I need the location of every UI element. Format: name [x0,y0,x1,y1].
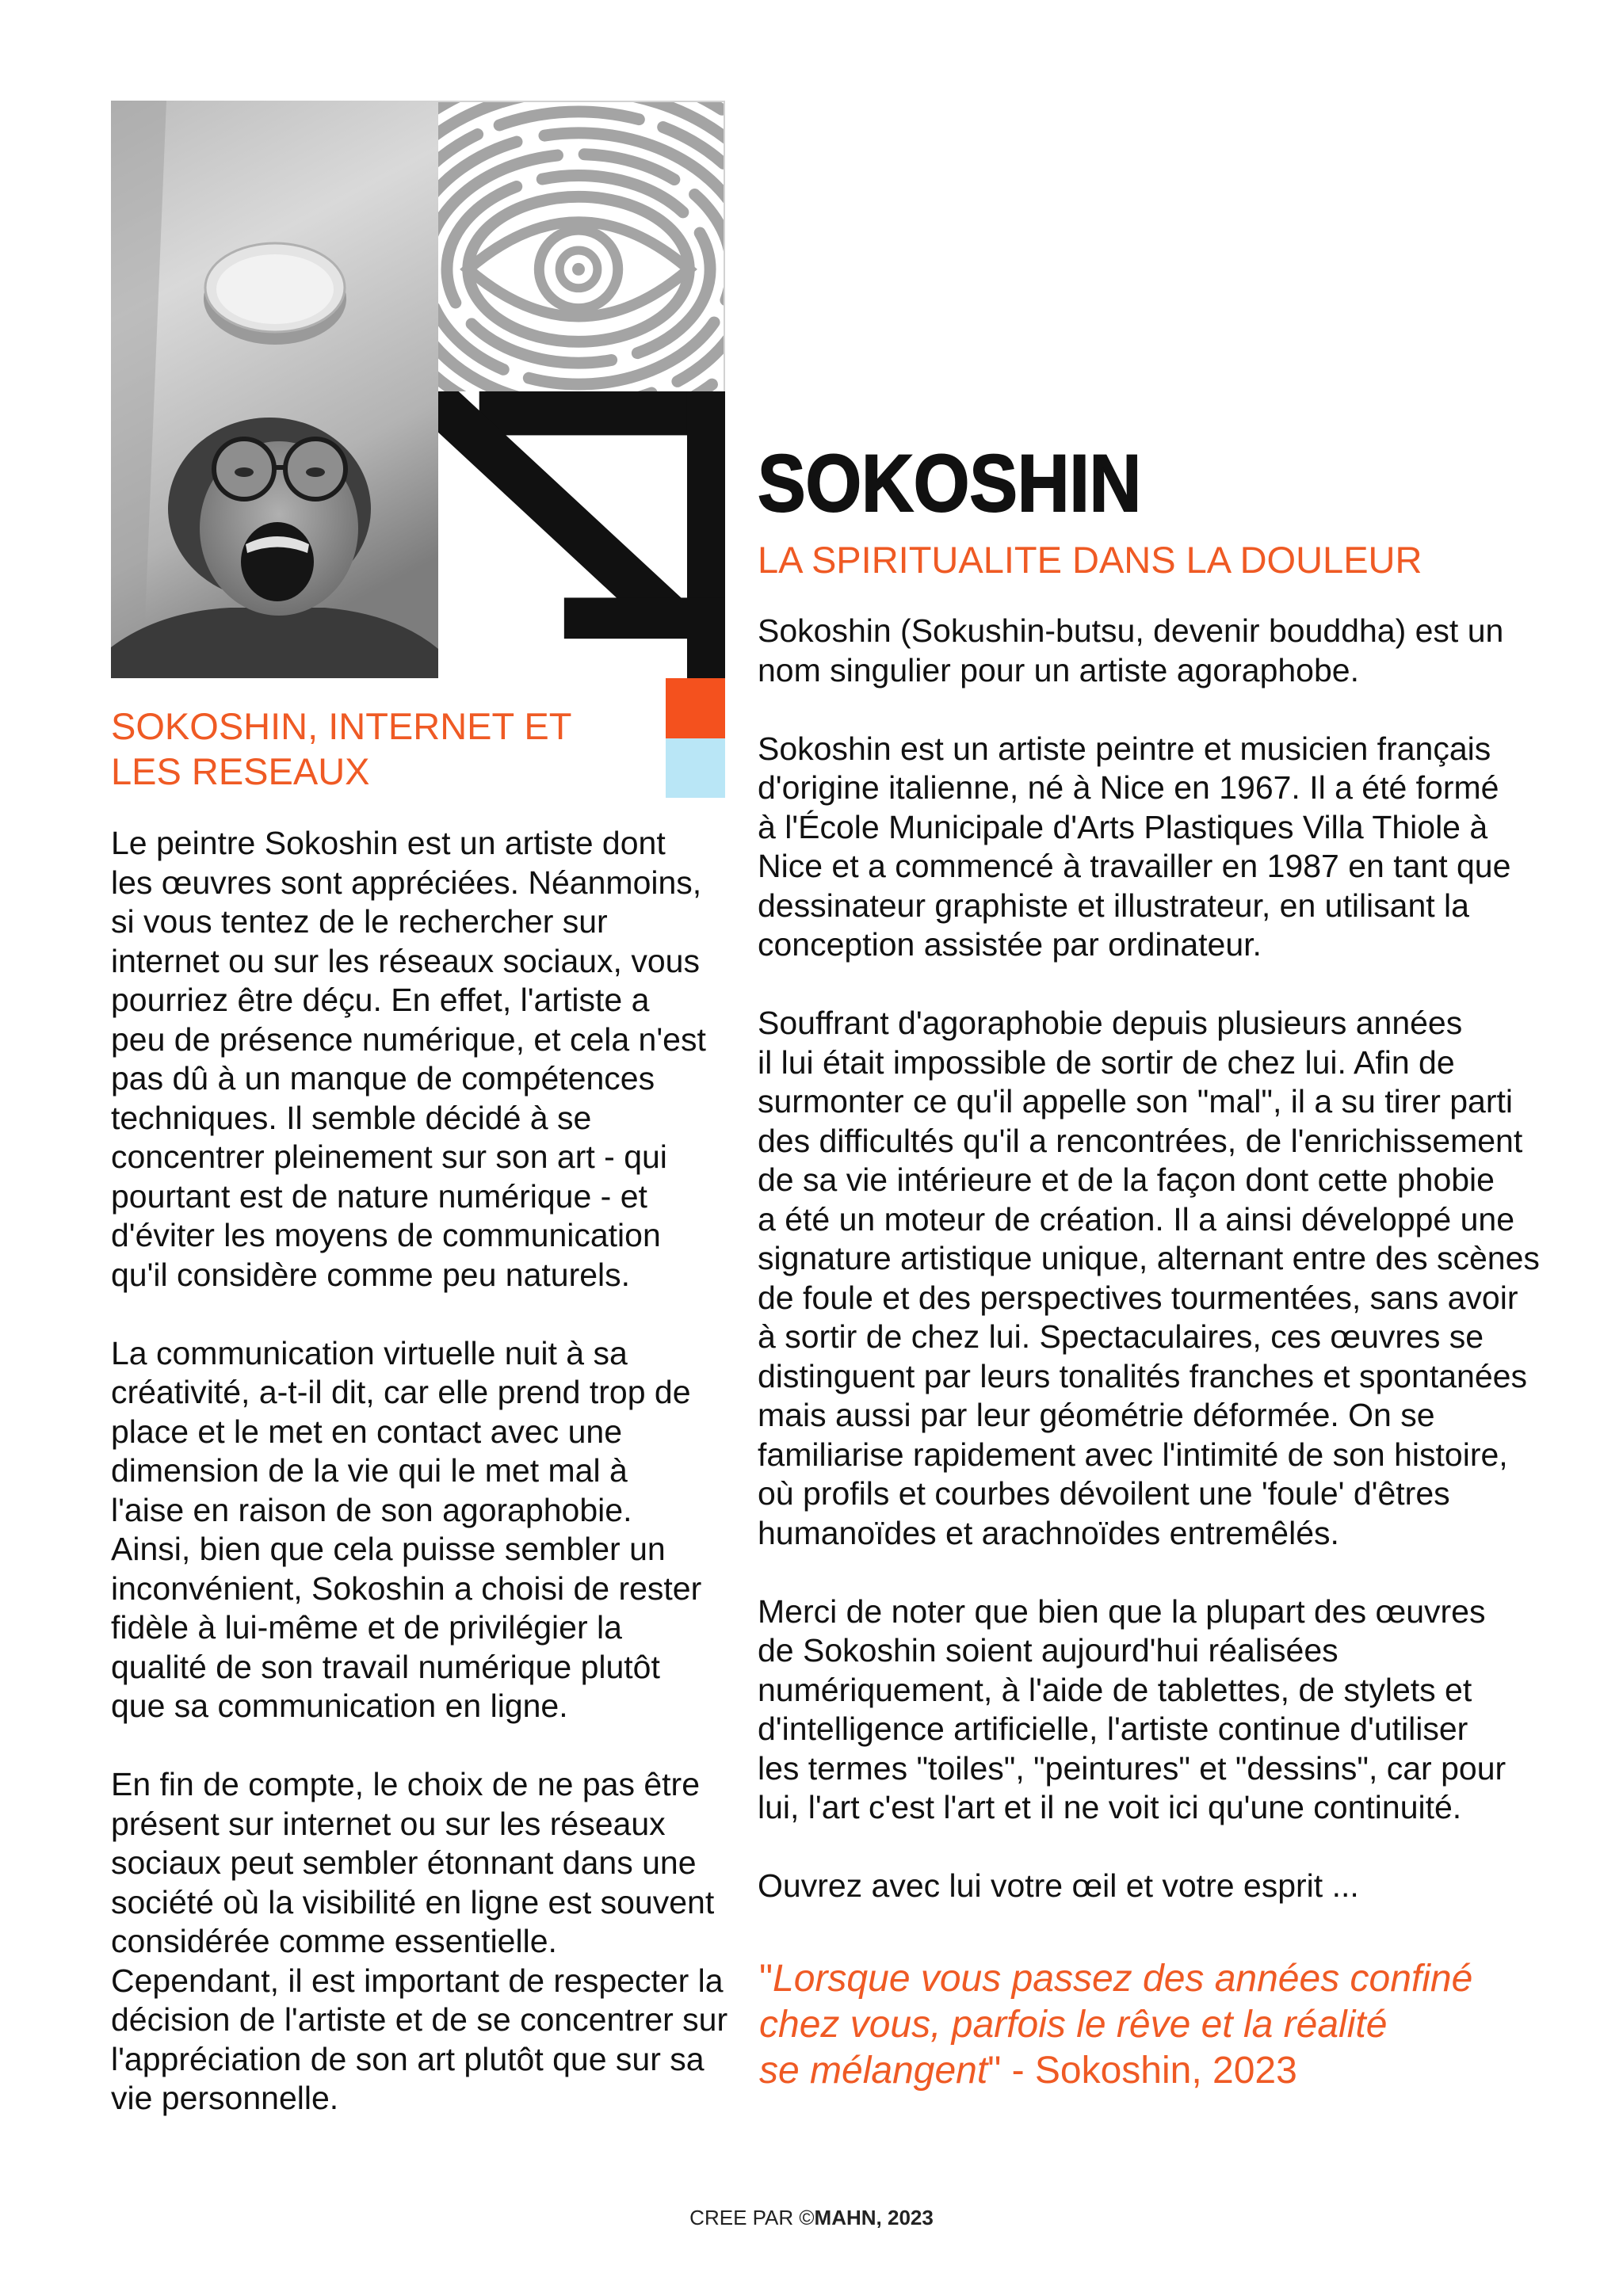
eye-pupil [572,263,585,276]
right-paragraph: Ouvrez avec lui votre œil et votre esprit ... [758,1867,1359,1904]
right-paragraph: Merci de noter que bien que la plupart des œuvres de Sokoshin soient aujourd'hui réalisées numériquement, à l'aide de tablettes, de stylets et d'intelligence artificielle, l'artiste continue d'utiliser les termes "toiles", "peintures" et "dessins", car pour lui, l'art c'est l'art et il ne voit ici qu'une continuité. [758,1592,1507,1825]
credit-prefix: CREE PAR © [689,2206,815,2229]
left-paragraph: Le peintre Sokoshin est un artiste dont les œuvres sont appréciées. Néanmoins, si vous tentez de le rechercher sur internet ou sur les réseaux sociaux, vous pourriez être déçu. En effet, l'artiste a peu de présence numérique, et cela n'est pas dû à un manque de compétences techniques. Il semble décidé à se concentrer pleinement sur son art - qui pourtant est de nature numérique - et d'éviter les moyens de communication qu'il considère comme peu naturels. [111,825,706,1293]
quote-open-mark: " [759,1958,773,2000]
arrow-down-right-icon [438,391,725,678]
orange-accent-square [666,678,725,738]
quote-text: Lorsque vous passez des années confiné chez vous, parfois le rêve et la réalité se mélangent [759,1958,1473,2092]
right-paragraph: Souffrant d'agoraphobie depuis plusieurs années il lui était impossible de sortir de chez lui. Afin de surmonter ce qu'il appelle son "mal", il a su tirer parti des difficultés qu'il a rencontrées, de l'enrichissement de sa vie intérieure et de la façon dont cette phobie a été un moteur de création. Il a ainsi développé une signature artistique unique, alternant entre des scènes de foule et des perspectives tourmentées, sans avoir à sortir de chez lui. Spectaculaires, ces œuvres se distinguent par leurs tonalités franches et spontanées mais aussi par leur géométrie déformée. On se familiarise rapidement avec l'intimité de son histoire, où profils et courbes dévoilent une 'foule' d'êtres humanoïdes et arachnoïdes entremêlés. [758,1005,1540,1551]
pull-quote [759,1956,1472,2094]
left-column-body [111,824,727,2119]
right-paragraph: Sokoshin est un artiste peintre et musicien français d'origine italienne, né à Nice en 1967. Il a été formé à l'École Municipale d'Arts Plastiques Villa Thiole à Nice et a commencé à travailler en 1987 en tant que dessinateur graphiste et illustrateur, en utilisant la conception assistée par ordinateur. [758,730,1511,963]
article-subtitle: LA SPIRITUALITE DANS LA DOULEUR [758,539,1423,581]
section-heading: SOKOSHIN, INTERNET ET LES RESEAUX [111,705,572,792]
footer-credit [0,2206,1623,2229]
right-paragraph: Sokoshin (Sokushin-butsu, devenir bouddha) est un nom singulier pour un artiste agoraphobe. [758,612,1504,688]
article-title: SOKOSHIN [758,438,1142,528]
quote-attribution: " - Sokoshin, 2023 [987,2050,1297,2092]
blue-accent-square [666,738,725,798]
credit-name: MAHN, 2023 [814,2206,934,2229]
left-paragraph: En fin de compte, le choix de ne pas être présent sur internet ou sur les réseaux sociaux peut sembler étonnant dans une société où la visibilité en ligne est souvent considérée comme essentielle. Cependant, il est important de respecter la décision de l'artiste et de se concentrer sur l'appréciation de son art plutôt que sur sa vie personnelle. [111,1766,728,2116]
left-paragraph: La communication virtuelle nuit à sa créativité, a-t-il dit, car elle prend trop de place et le met en contact avec une dimension de la vie qui le met mal à l'aise en raison de son agoraphobie. Ainsi, bien que cela puisse sembler un inconvénient, Sokoshin a choisi de rester fidèle à lui-même et de privilégier la qualité de son travail numérique plutôt que sa communication en ligne. [111,1334,702,1724]
ceiling-lamp [204,243,346,345]
right-column-body [758,612,1540,1906]
eye-fingerprint-icon [438,101,725,391]
artist-photo [111,101,438,678]
